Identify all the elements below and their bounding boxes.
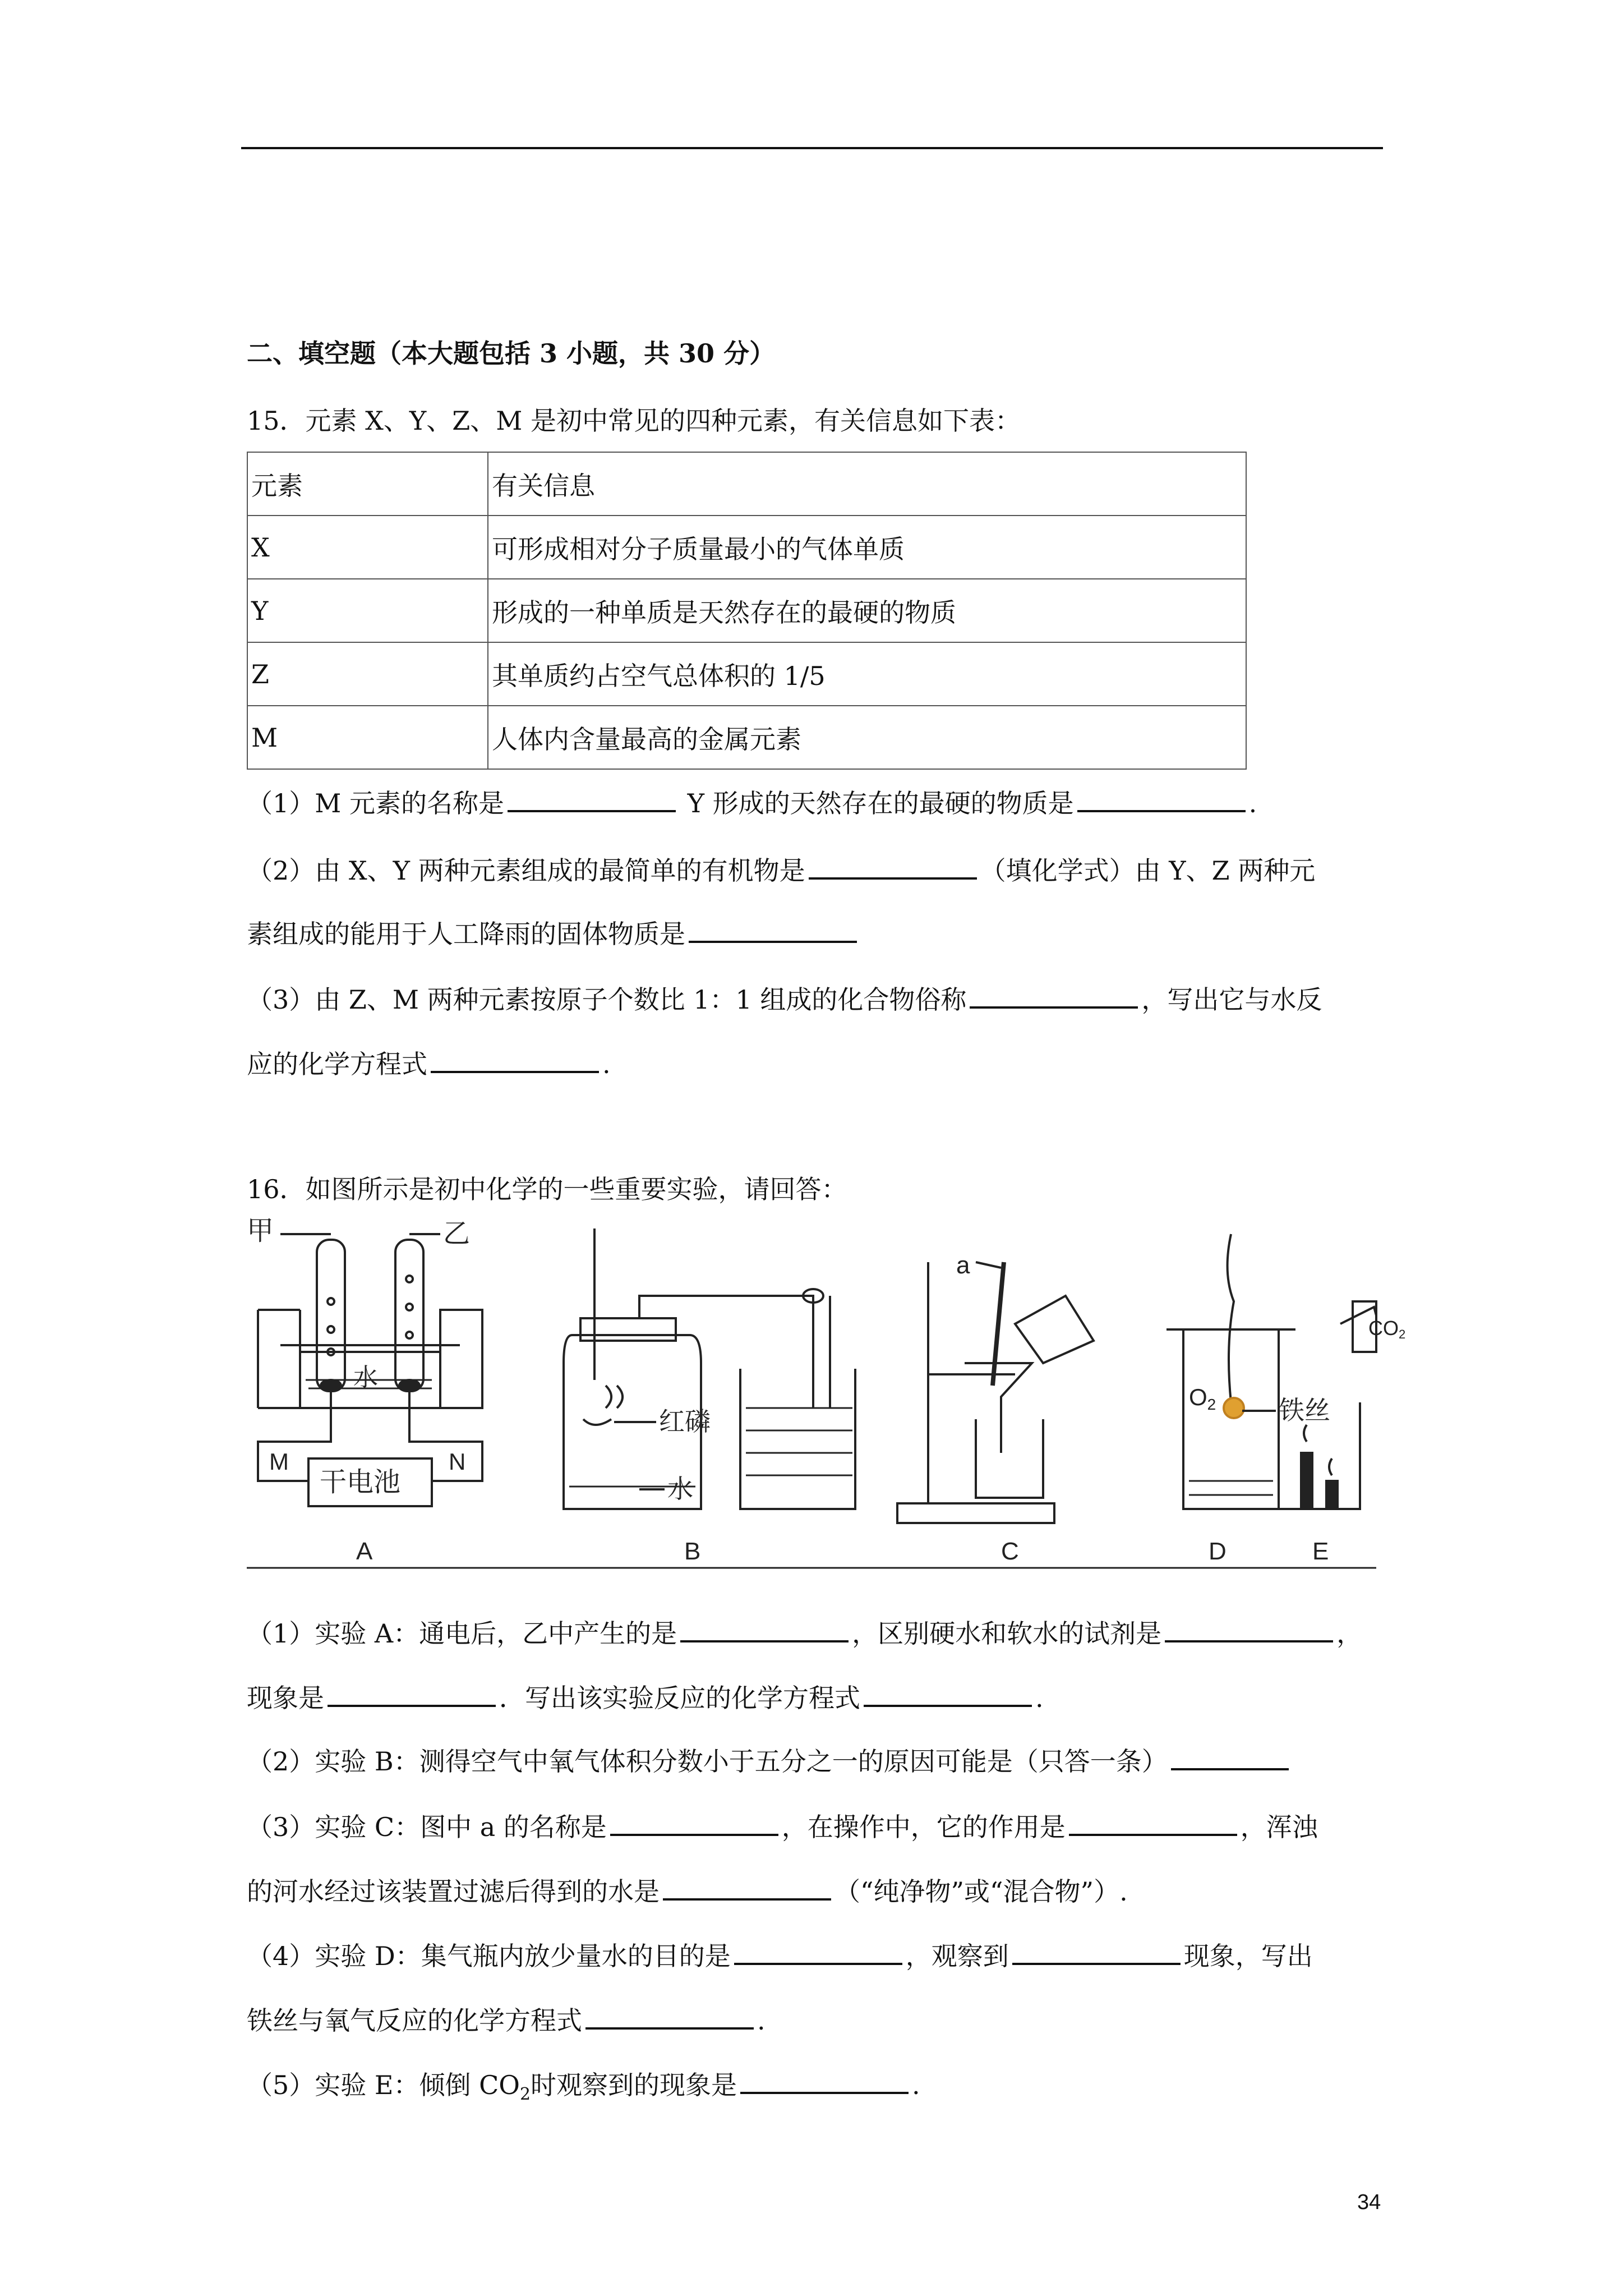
answer-blank[interactable] (663, 1874, 831, 1901)
answer-blank[interactable] (740, 2067, 909, 2094)
q15-part1-text: （1）M 元素的名称是 (247, 788, 504, 818)
table-cell: Y (247, 579, 488, 642)
q16-stem: 16．如图所示是初中化学的一些重要实验，请回答： (247, 1174, 847, 1204)
answer-blank[interactable] (431, 1046, 599, 1073)
table-row (247, 579, 1246, 642)
label-m: M (269, 1448, 289, 1475)
gas-jar (1183, 1329, 1279, 1509)
q16-part3-text: （3）实验 C：图中 a 的名称是 (247, 1812, 607, 1842)
tube-yi (395, 1240, 423, 1391)
answer-blank[interactable] (1012, 1938, 1181, 1965)
q15-part1 (247, 785, 1257, 820)
q15-part3-text: （3）由 Z、M 两种元素按原子个数比 1：1 组成的化合物俗称 (247, 984, 967, 1015)
table-cell: X (247, 516, 488, 579)
q16-part4-text: （4）实验 D：集气瓶内放少量水的目的是 (247, 1941, 731, 1971)
q16-part4 (247, 1938, 1313, 1973)
period: . (912, 2070, 920, 2100)
answer-blank[interactable] (970, 982, 1138, 1009)
q15-stem: 15．元素 X、Y、Z、M 是初中常见的四种元素，有关信息如下表： (247, 406, 1021, 436)
caption-d: D (1209, 1538, 1227, 1565)
q16-part1-text: ，区别硬水和软水的试剂是 (852, 1618, 1162, 1649)
iron-wire (1228, 1234, 1234, 1402)
header-rule (241, 147, 1383, 149)
label-jia: 甲 (247, 1216, 274, 1246)
table-row (247, 516, 1246, 579)
q16-part1 (247, 1616, 1362, 1650)
q16-part4-text: 现象，写出 (1183, 1941, 1313, 1971)
answer-blank[interactable] (680, 1616, 849, 1642)
q15-part2-text: （2）由 X、Y 两种元素组成的最简单的有机物是 (247, 855, 805, 886)
q16-part4-text: 铁丝与氧气反应的化学方程式 (247, 2005, 582, 2036)
label-red-phosphorus: 红磷 (659, 1407, 711, 1436)
experiment-figure (247, 1216, 1406, 1571)
q16-part1-text: （1）实验 A：通电后，乙中产生的是 (247, 1618, 677, 1649)
q16-part3-text: ，在操作中，它的作用是 (781, 1812, 1066, 1842)
q16-part1-text: 现象是 (247, 1683, 324, 1713)
caption-b: B (684, 1538, 701, 1565)
smoke (606, 1386, 623, 1408)
q15-part2 (247, 853, 1315, 887)
q16-part3 (247, 1809, 1318, 1844)
candle-tall (1301, 1453, 1312, 1509)
answer-blank[interactable] (1171, 1743, 1289, 1770)
experiment-d (1166, 1234, 1330, 1565)
answer-blank[interactable] (734, 1938, 902, 1965)
table-header-cell: 有关信息 (488, 452, 1246, 516)
period: . (602, 1049, 611, 1079)
label-co2: CO2 (1368, 1317, 1406, 1341)
table-header-row (247, 452, 1246, 516)
label-battery: 干电池 (320, 1467, 401, 1497)
table-cell: Z (247, 642, 488, 706)
experiment-a (247, 1216, 482, 1565)
period: . (1248, 788, 1257, 818)
q16-part2 (247, 1743, 1292, 1778)
answer-blank[interactable] (610, 1809, 778, 1836)
section-title: 二、填空题（本大题包括 3 小题，共 30 分） (247, 338, 776, 369)
glass-rod-a (993, 1262, 1004, 1386)
electrode-yi (399, 1380, 419, 1391)
label-iron-wire: 铁丝 (1279, 1396, 1330, 1425)
q15-part1-text: Y 形成的天然存在的最硬的物质是 (687, 788, 1074, 818)
table-cell: M (247, 706, 488, 769)
label-water-b: 水 (667, 1474, 693, 1503)
q16-part5-text: 时观察到的现象是 (531, 2070, 737, 2100)
label-line-a (976, 1262, 1001, 1268)
label-yi: 乙 (443, 1219, 471, 1249)
caption-a: A (356, 1538, 373, 1565)
q16-part4-cont (247, 2003, 766, 2037)
q15-part3-cont (247, 1046, 611, 1081)
answer-blank[interactable] (1077, 785, 1246, 812)
spoon (583, 1419, 611, 1425)
q15-part3-text: 应的化学方程式 (247, 1049, 427, 1079)
experiment-b (564, 1228, 855, 1565)
label-o2: O2 (1189, 1384, 1216, 1413)
caption-e: E (1312, 1538, 1329, 1565)
flame-short (1329, 1458, 1332, 1475)
q15-part2-text: （填化学式）由 Y、Z 两种元 (980, 855, 1316, 886)
caption-c: C (1001, 1538, 1019, 1565)
flame-tall (1304, 1425, 1307, 1442)
connecting-tube (639, 1296, 813, 1408)
label-a: a (956, 1251, 970, 1279)
answer-blank[interactable] (689, 916, 857, 943)
period: . (1035, 1683, 1044, 1713)
stand-base (897, 1503, 1054, 1523)
q16-part1-text: ．写出该实验反应的化学方程式 (499, 1683, 860, 1713)
table-cell: 人体内含量最高的金属元素 (488, 706, 1246, 769)
answer-blank[interactable] (585, 2003, 754, 2030)
table-cell: 形成的一种单质是天然存在的最硬的物质 (488, 579, 1246, 642)
q15-part3 (247, 982, 1322, 1016)
label-n: N (449, 1448, 466, 1475)
receiving-beaker (976, 1419, 1043, 1498)
q16-part5 (247, 2067, 920, 2111)
element-info-table (247, 452, 1247, 770)
page-number: 34 (1357, 2191, 1381, 2214)
answer-blank[interactable] (864, 1680, 1032, 1707)
q16-part1-cont (247, 1680, 1044, 1715)
label-water-a: 水 (353, 1364, 378, 1391)
experiment-c (897, 1251, 1094, 1565)
table-row (247, 706, 1246, 769)
subscript: 2 (520, 2085, 531, 2105)
table-cell: 可形成相对分子质量最小的气体单质 (488, 516, 1246, 579)
q16-part3-text: 的河水经过该装置过滤后得到的水是 (247, 1876, 660, 1907)
answer-blank[interactable] (508, 785, 676, 812)
q15-part2-text: 素组成的能用于人工降雨的固体物质是 (247, 919, 685, 949)
pouring-beaker (1015, 1296, 1094, 1363)
period: . (757, 2005, 766, 2036)
q16-part1-text: ， (1336, 1618, 1363, 1649)
q15-part3-text: ，写出它与水反 (1141, 984, 1322, 1015)
table-header-cell: 元素 (247, 452, 488, 516)
q16-part3-text: ，浑浊 (1240, 1812, 1318, 1842)
q16-part3-text: （“纯净物”或“混合物”）. (834, 1876, 1128, 1907)
spark (1224, 1398, 1244, 1418)
answer-blank[interactable] (809, 853, 977, 880)
tube-jia (317, 1240, 345, 1391)
experiment-e (1279, 1301, 1405, 1565)
trough-outline (258, 1310, 482, 1408)
q16-part4-text: ，观察到 (905, 1941, 1009, 1971)
table-cell: 其单质约占空气总体积的 1/5 (488, 642, 1246, 706)
candle-short (1326, 1481, 1338, 1509)
q16-part3-cont (247, 1874, 1128, 1908)
answer-blank[interactable] (328, 1680, 496, 1707)
answer-blank[interactable] (1165, 1616, 1333, 1642)
answer-blank[interactable] (1069, 1809, 1237, 1836)
q15-part2-cont (247, 916, 860, 951)
q16-part2-text: （2）实验 B：测得空气中氧气体积分数小于五分之一的原因可能是（只答一条） (247, 1746, 1168, 1777)
q16-part5-text: （5）实验 E：倾倒 CO (247, 2070, 520, 2100)
electrode-jia (321, 1380, 341, 1391)
table-row (247, 642, 1246, 706)
beaker (740, 1369, 855, 1509)
